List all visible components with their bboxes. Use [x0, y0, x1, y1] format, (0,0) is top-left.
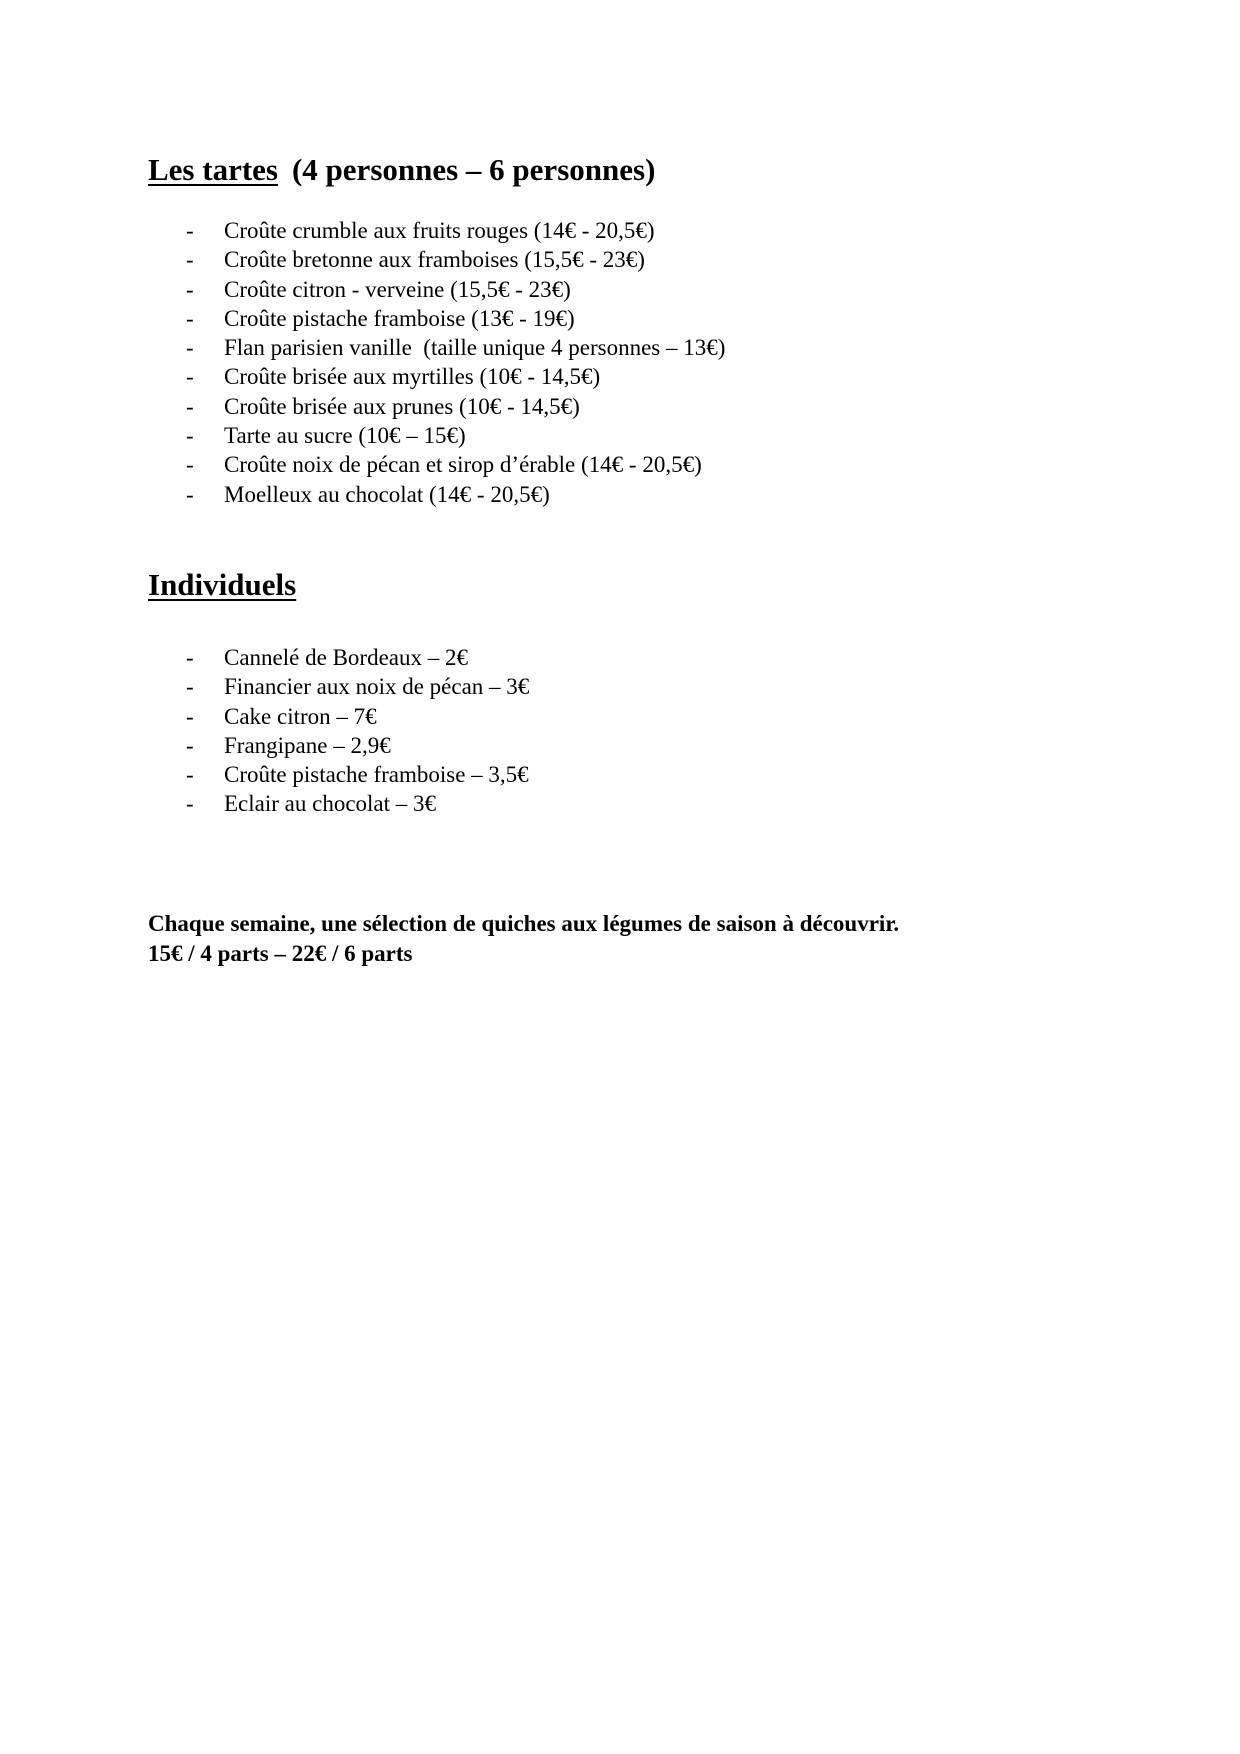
bullet-dash: - [186, 481, 194, 507]
individuels-heading [148, 566, 296, 604]
item-label: Croûte citron - verveine (15,5€ - 23€) [224, 276, 571, 302]
bullet-dash: - [186, 423, 194, 449]
item-label: Croûte brisée aux prunes (10€ - 14,5€) [224, 393, 580, 419]
bullet-dash: - [186, 218, 194, 243]
item-label: Croûte crumble aux fruits rouges (14€ - 20,5€) [224, 218, 655, 243]
bullet-dash: - [186, 305, 194, 331]
bullet-dash: - [186, 276, 194, 302]
item-label: Cake citron – 7€ [224, 703, 377, 729]
item-label: Moelleux au chocolat (14€ - 20,5€) [224, 481, 550, 507]
item-label: Frangipane – 2,9€ [224, 732, 391, 758]
bullet-dash: - [186, 732, 194, 758]
item-label: Eclair au chocolat – 3€ [224, 791, 437, 817]
bullet-dash: - [186, 791, 194, 817]
item-label: Flan parisien vanille (taille unique 4 personnes – 13€) [224, 335, 726, 361]
quiches-note: Chaque semaine, une sélection de quiches aux légumes de saison à découvrir. [148, 911, 900, 936]
bullet-dash: - [186, 762, 194, 788]
item-label: Croûte pistache framboise (13€ - 19€) [224, 305, 575, 331]
tartes-heading [148, 151, 655, 189]
item-label: Croûte brisée aux myrtilles (10€ - 14,5€) [224, 364, 601, 390]
tartes-title: Les tartes [148, 152, 278, 187]
item-label: Financier aux noix de pécan – 3€ [224, 674, 530, 700]
bullet-dash: - [186, 674, 194, 700]
bullet-dash: - [186, 452, 194, 478]
bullet-dash: - [186, 703, 194, 729]
bullet-dash: - [186, 364, 194, 390]
item-label: Croûte noix de pécan et sirop d’érable (14€ - 20,5€) [224, 452, 702, 478]
item-label: Cannelé de Bordeaux – 2€ [224, 645, 468, 670]
tartes-subtitle: (4 personnes – 6 personnes) [291, 152, 656, 187]
item-label: Croûte bretonne aux framboises (15,5€ - 23€) [224, 247, 645, 273]
bullet-dash: - [186, 393, 194, 419]
bullet-dash: - [186, 335, 194, 361]
quiches-prices: 15€ / 4 parts – 22€ / 6 parts [148, 941, 413, 966]
individuels-title: Individuels [148, 567, 297, 602]
bullet-dash: - [186, 247, 194, 273]
bullet-dash: - [186, 645, 194, 670]
item-label: Tarte au sucre (10€ – 15€) [224, 423, 466, 449]
item-label: Croûte pistache framboise – 3,5€ [224, 762, 529, 788]
